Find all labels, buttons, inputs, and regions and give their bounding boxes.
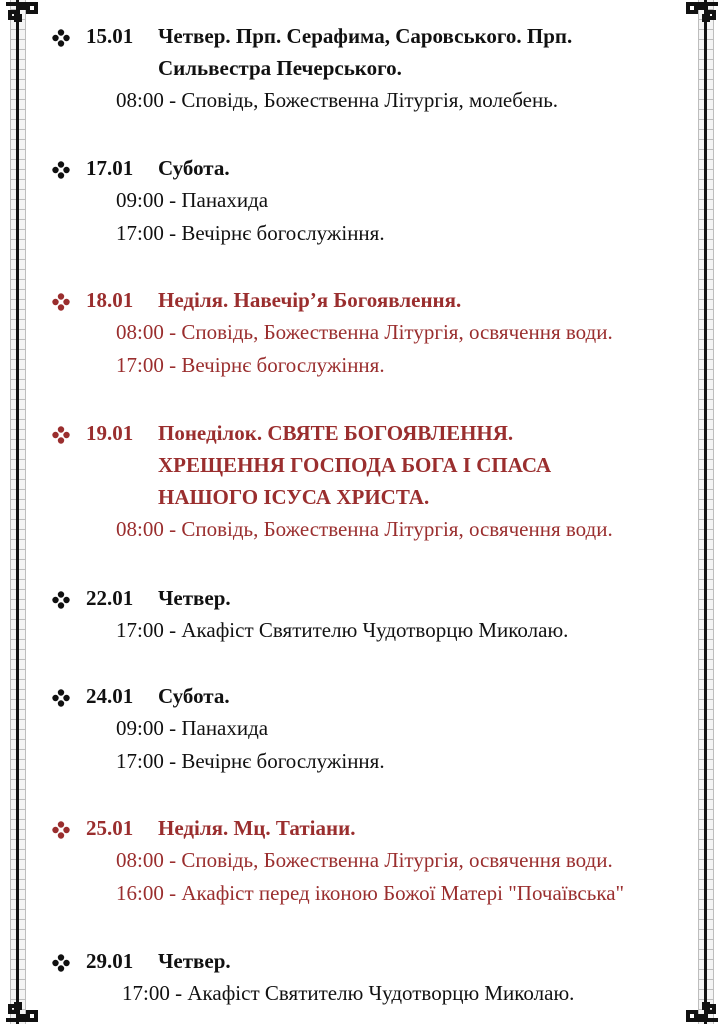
entry-title-line: Понеділок. СВЯТЕ БОГОЯВЛЕННЯ. — [158, 421, 514, 445]
service-line: 09:00 - Панахида — [116, 716, 269, 740]
diamond-bullet-icon — [52, 591, 70, 609]
service-line: 17:00 - Вечірнє богослужіння. — [116, 221, 385, 245]
entry-date: 19.01 — [86, 421, 134, 445]
schedule-entry — [52, 582, 692, 647]
entry-title-line: Неділя. Мц. Татіани. — [158, 816, 356, 840]
entry-title-line: Субота. — [158, 684, 230, 708]
left-border-ornament — [10, 0, 26, 1024]
service-line: 17:00 - Акафіст Святителю Чудотворцю Миколаю. — [116, 618, 569, 642]
schedule-entry — [52, 945, 692, 1010]
diamond-bullet-icon — [52, 689, 70, 707]
diamond-bullet-icon — [52, 426, 70, 444]
entry-date: 15.01 — [86, 24, 134, 48]
entry-date: 18.01 — [86, 288, 134, 312]
service-line: 08:00 - Сповідь, Божественна Літургія, молебень. — [116, 88, 559, 112]
schedule-entry — [52, 680, 692, 778]
entry-title-line: НАШОГО ІСУСА ХРИСТА. — [158, 485, 430, 509]
service-line: 17:00 - Вечірнє богослужіння. — [116, 749, 385, 773]
entry-title-line: Неділя. Навечір’я Богоявлення. — [158, 288, 462, 312]
entry-title-line: Субота. — [158, 156, 230, 180]
service-line: 08:00 - Сповідь, Божественна Літургія, освячення води. — [116, 848, 613, 872]
schedule-entry-feast — [52, 812, 692, 910]
corner-ornament-icon — [4, 2, 38, 36]
entry-title-line: Четвер. — [158, 949, 231, 973]
schedule-entry — [52, 20, 692, 117]
service-line: 09:00 - Панахида — [116, 188, 269, 212]
right-border-ornament — [698, 0, 714, 1024]
service-line: 08:00 - Сповідь, Божественна Літургія, освячення води. — [116, 517, 613, 541]
service-line: 08:00 - Сповідь, Божественна Літургія, освячення води. — [116, 320, 613, 344]
entry-title-line: Четвер. — [158, 586, 231, 610]
corner-ornament-icon — [4, 988, 38, 1022]
diamond-bullet-icon — [52, 954, 70, 972]
service-line: 16:00 - Акафіст перед іконою Божої Матері "Почаївська" — [116, 881, 625, 905]
entry-title-line: ХРЕЩЕННЯ ГОСПОДА БОГА І СПАСА — [158, 453, 552, 477]
diamond-bullet-icon — [52, 161, 70, 179]
diamond-bullet-icon — [52, 293, 70, 311]
entry-date: 29.01 — [86, 949, 134, 973]
entry-date: 17.01 — [86, 156, 134, 180]
service-line: 17:00 - Акафіст Святителю Чудотворцю Миколаю. — [122, 981, 575, 1005]
entry-date: 22.01 — [86, 586, 134, 610]
service-line: 17:00 - Вечірнє богослужіння. — [116, 353, 385, 377]
diamond-bullet-icon — [52, 821, 70, 839]
diamond-bullet-icon — [52, 29, 70, 47]
entry-title-line: Четвер. Прп. Серафима, Саровського. Прп. — [158, 24, 573, 48]
schedule-entry-feast — [52, 417, 692, 546]
entry-date: 25.01 — [86, 816, 134, 840]
entry-date: 24.01 — [86, 684, 134, 708]
entry-title-line: Сильвестра Печерського. — [158, 56, 402, 80]
schedule-entry-feast — [52, 284, 692, 382]
schedule-entry — [52, 152, 692, 250]
